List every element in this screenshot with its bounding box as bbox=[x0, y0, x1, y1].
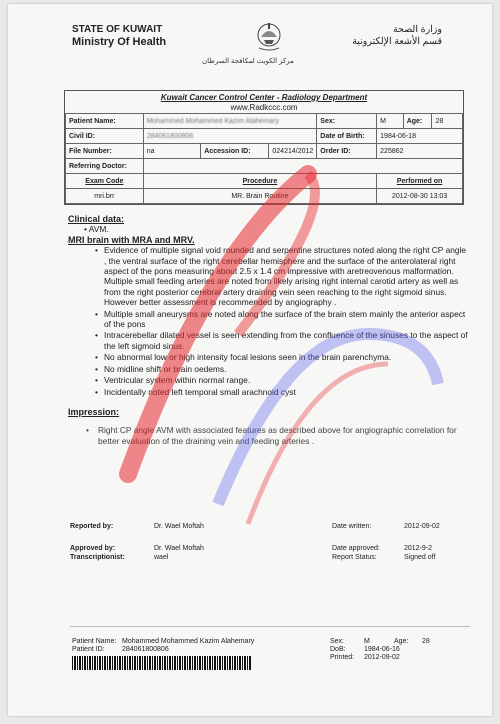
approved-by-value: Dr. Wael Moftah bbox=[154, 545, 204, 552]
footer-printed-label: Printed: bbox=[330, 654, 355, 661]
footer-patient-label: Patient Name: bbox=[72, 638, 117, 645]
performed-on-header: Performed on bbox=[377, 174, 463, 189]
report-status-value: Signed off bbox=[404, 554, 436, 561]
transcriptionist-label: Transcriptionist: bbox=[70, 554, 125, 561]
order-id-label: Order ID: bbox=[317, 144, 377, 159]
finding-item: • Evidence of multiple signal void rounded and serpentine structures noted along the right CP angle , the ventral surface of the right cerebellar hemisphere and the surface of the anterolateral right aspect of the pons measuring about 2.5 x 1.4 cm impressive with aretreovenous malformation. Multiple small feeding arteries are noted from likely arising right internal carotid artery as well as from the right posterior cerebral artery draining vein seen reaching to the right sigmoid sinus. However better assessment is recommended by angiography . bbox=[104, 245, 468, 307]
date-approved-value: 2012-9-2 bbox=[404, 545, 433, 552]
arabic-dept-label: قسم الأشعة الإلكترونية bbox=[352, 36, 442, 47]
dob-value: 1984-06-18 bbox=[377, 129, 463, 144]
finding-item: • Incidentally noted left temporal small arachnoid cyst bbox=[104, 387, 468, 397]
report-body bbox=[68, 214, 468, 446]
impression-title: Impression: bbox=[68, 406, 120, 417]
accession-label: Accession ID: bbox=[201, 144, 269, 159]
exam-code-header: Exam Code bbox=[66, 174, 144, 189]
impression-text: • Right CP angle AVM with associated features as described above for angiographic correlation for better evaluation of the draining vein and feeding arteries . bbox=[84, 425, 468, 446]
state-label: STATE OF KUWAIT bbox=[72, 24, 163, 35]
patient-info-table bbox=[65, 113, 463, 204]
footer-dob-value: 1984-06-16 bbox=[364, 646, 400, 653]
patient-info-box bbox=[64, 90, 464, 205]
impression-section bbox=[68, 407, 468, 446]
performed-on-value: 2012-08-30 13:03 bbox=[377, 189, 463, 204]
finding-item: • No midline shift or brain oedems. bbox=[104, 364, 468, 374]
footer-sex-label: Sex: bbox=[330, 638, 345, 645]
footer-age-value: 28 bbox=[422, 638, 430, 645]
reported-by-value: Dr. Wael Moftah bbox=[154, 523, 204, 530]
clinical-data-item: • AVM. bbox=[84, 224, 109, 235]
accession-value: 024214/2012 bbox=[269, 144, 317, 159]
footer-id-value: 284061800806 bbox=[122, 646, 169, 653]
age-value: 28 bbox=[432, 114, 463, 129]
order-id-value: 225862 bbox=[377, 144, 463, 159]
transcriptionist-value: wael bbox=[154, 554, 169, 561]
letterhead-right bbox=[352, 24, 442, 48]
department-title: Kuwait Cancer Control Center - Radiology Department bbox=[160, 93, 368, 102]
arabic-ministry-label: وزارة الصحة bbox=[392, 24, 442, 35]
finding-item: • Ventricular system within normal range. bbox=[104, 375, 468, 385]
date-approved-label: Date approved: bbox=[332, 545, 380, 552]
report-page bbox=[8, 4, 492, 716]
footer-block bbox=[72, 638, 472, 662]
dob-label: Date of Birth: bbox=[317, 129, 377, 144]
procedure-header: Procedure bbox=[143, 174, 376, 189]
arabic-center-label: مركز الكويت لمكافحة السرطان bbox=[202, 58, 294, 65]
footer-patient-value: Mohammed Mohammed Kazim Alahemary bbox=[122, 638, 255, 645]
patient-name-value: Mohammed Mohammed Kazim Alahemary bbox=[143, 114, 317, 129]
finding-item: • Multiple small aneurysms are noted along the surface of the brain stem mainly the anterior aspect of the pons bbox=[104, 309, 468, 330]
letterhead-left bbox=[72, 24, 166, 48]
file-number-label: File Number: bbox=[66, 144, 144, 159]
referring-doctor-label: Referring Doctor: bbox=[66, 159, 144, 174]
sex-value: M bbox=[377, 114, 404, 129]
department-url: www.Radkccc.com bbox=[230, 103, 298, 112]
civil-id-label: Civil ID: bbox=[66, 129, 144, 144]
findings-list bbox=[68, 245, 468, 397]
exam-code-value: mri.brr bbox=[66, 189, 144, 204]
letterhead bbox=[72, 24, 442, 68]
footer-id-label: Patient ID: bbox=[72, 646, 105, 653]
file-number-value: na bbox=[143, 144, 201, 159]
kuwait-emblem-icon bbox=[255, 20, 283, 54]
referring-doctor-value bbox=[143, 159, 462, 174]
patient-name-label: Patient Name: bbox=[66, 114, 144, 129]
signoff-block bbox=[70, 522, 470, 562]
ministry-label: Ministry Of Health bbox=[72, 36, 167, 48]
age-label: Age: bbox=[403, 114, 432, 129]
civil-id-value: 284061800806 bbox=[143, 129, 317, 144]
exam-subtitle: MRI brain with MRA and MRV. bbox=[68, 234, 195, 245]
procedure-value: MR. Brain Routine bbox=[143, 189, 376, 204]
footer-printed-value: 2012-09-02 bbox=[364, 654, 400, 661]
report-status-label: Report Status: bbox=[332, 554, 377, 561]
approved-by-label: Approved by: bbox=[70, 545, 116, 552]
footer-sex-value: M bbox=[364, 638, 370, 645]
sex-label: Sex: bbox=[317, 114, 377, 129]
footer-dob-label: DoB: bbox=[330, 646, 346, 653]
footer-age-label: Age: bbox=[394, 638, 409, 645]
date-written-label: Date written: bbox=[332, 523, 372, 530]
clinical-data-title: Clinical data: bbox=[68, 214, 125, 224]
finding-item: • No abnormal low or high intensity focal lesions seen in the brain parenchyma. bbox=[104, 352, 468, 362]
footer-divider bbox=[70, 626, 470, 627]
patient-barcode bbox=[72, 656, 252, 670]
finding-item: • Intracerebellar dilated vessel is seen extending from the confluence of the sinuses to the aspect of the left sigmoid sinus. bbox=[104, 330, 468, 351]
reported-by-label: Reported by: bbox=[70, 523, 114, 530]
clinical-data-text: AVM. bbox=[88, 224, 109, 235]
date-written-value: 2012-09-02 bbox=[404, 523, 440, 530]
